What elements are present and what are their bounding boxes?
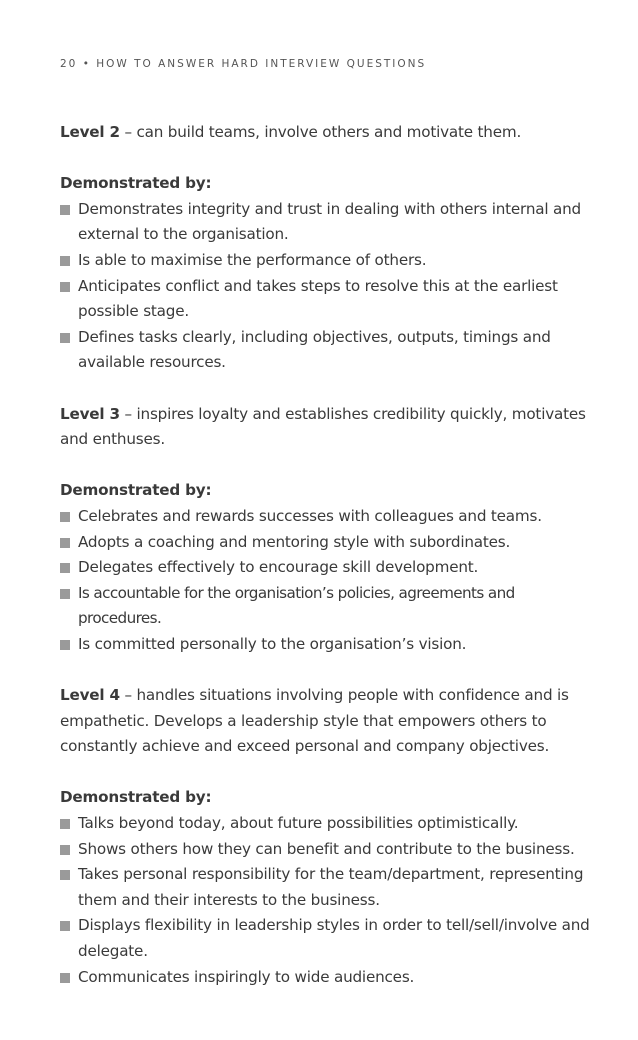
level-3-heading: Demonstrated by: [60,481,212,500]
list-item [60,811,600,837]
body-text [60,120,600,990]
level-3-description [60,402,600,453]
list-item-text: Adopts a coaching and mentoring style with subordinates. [78,532,511,551]
level-3-bullet-list [60,504,600,658]
running-head: 20 • HOW TO ANSWER HARD INTERVIEW QUESTIONS [60,58,427,70]
list-item [60,504,600,530]
level-4-text: – handles situations involving people with confidence and is empathetic. Develops a leadership style that empowers others to constantly achieve and exceed personal and company objectives. [60,686,569,756]
level-2-description [60,120,600,146]
spacer [60,146,600,172]
square-bullet-icon [60,819,70,829]
list-item-text: Anticipates conflict and takes steps to resolve this at the earliest possible stage. [78,276,558,321]
level-3-label: Level 3 [60,404,120,423]
list-item-text: Displays flexibility in leadership styles in order to tell/sell/involve and delegate. [78,916,590,960]
list-item [60,862,600,913]
list-item-text: Is committed personally to the organisation’s vision. [78,634,467,653]
level-4-bullet-list [60,811,600,990]
square-bullet-icon [60,870,70,880]
list-item [60,274,600,325]
list-item-text: Is able to maximise the performance of others. [78,250,427,269]
level-4-label: Level 4 [60,686,120,705]
square-bullet-icon [60,538,70,548]
level-4-description [60,683,600,760]
square-bullet-icon [60,845,70,855]
list-item [60,837,600,863]
list-item-text: Talks beyond today, about future possibilities optimistically. [78,814,519,833]
spacer [60,657,600,683]
level-2-label: Level 2 [60,123,120,141]
square-bullet-icon [60,563,70,573]
list-item [60,913,600,964]
square-bullet-icon [60,512,70,522]
square-bullet-icon [60,282,70,292]
list-item-text: Demonstrates integrity and trust in dealing with others internal and external to the organisation. [78,199,581,244]
spacer [60,760,600,786]
list-item-text: Delegates effectively to encourage skill development. [78,558,479,577]
list-item [60,965,600,991]
spacer [60,453,600,479]
square-bullet-icon [60,589,70,599]
list-item [60,197,600,248]
level-2-bullet-list [60,197,600,376]
list-item [60,325,600,376]
square-bullet-icon [60,973,70,983]
level-2-heading: Demonstrated by: [60,174,212,193]
square-bullet-icon [60,640,70,650]
list-item-text: Takes personal responsibility for the team/department, representing them and their interests to the business. [78,865,584,909]
list-item-text: Is accountable for the organisation’s policies, agreements and procedures. [78,583,515,628]
square-bullet-icon [60,205,70,215]
list-item [60,248,600,274]
list-item [60,632,600,658]
level-3-text: – inspires loyalty and establishes credibility quickly, motivates and enthuses. [60,404,586,449]
list-item [60,530,600,556]
list-item-text: Communicates inspiringly to wide audiences. [78,967,415,986]
level-2-text: – can build teams, involve others and motivate them. [119,123,522,141]
list-item-text: Celebrates and rewards successes with colleagues and teams. [78,506,542,525]
list-item-text: Defines tasks clearly, including objectives, outputs, timings and available resources. [78,327,551,372]
square-bullet-icon [60,921,70,931]
square-bullet-icon [60,256,70,266]
list-item-text: Shows others how they can benefit and contribute to the business. [78,839,575,858]
spacer [60,376,600,402]
list-item [60,555,600,581]
list-item [60,581,600,632]
level-4-heading: Demonstrated by: [60,788,212,807]
square-bullet-icon [60,333,70,343]
